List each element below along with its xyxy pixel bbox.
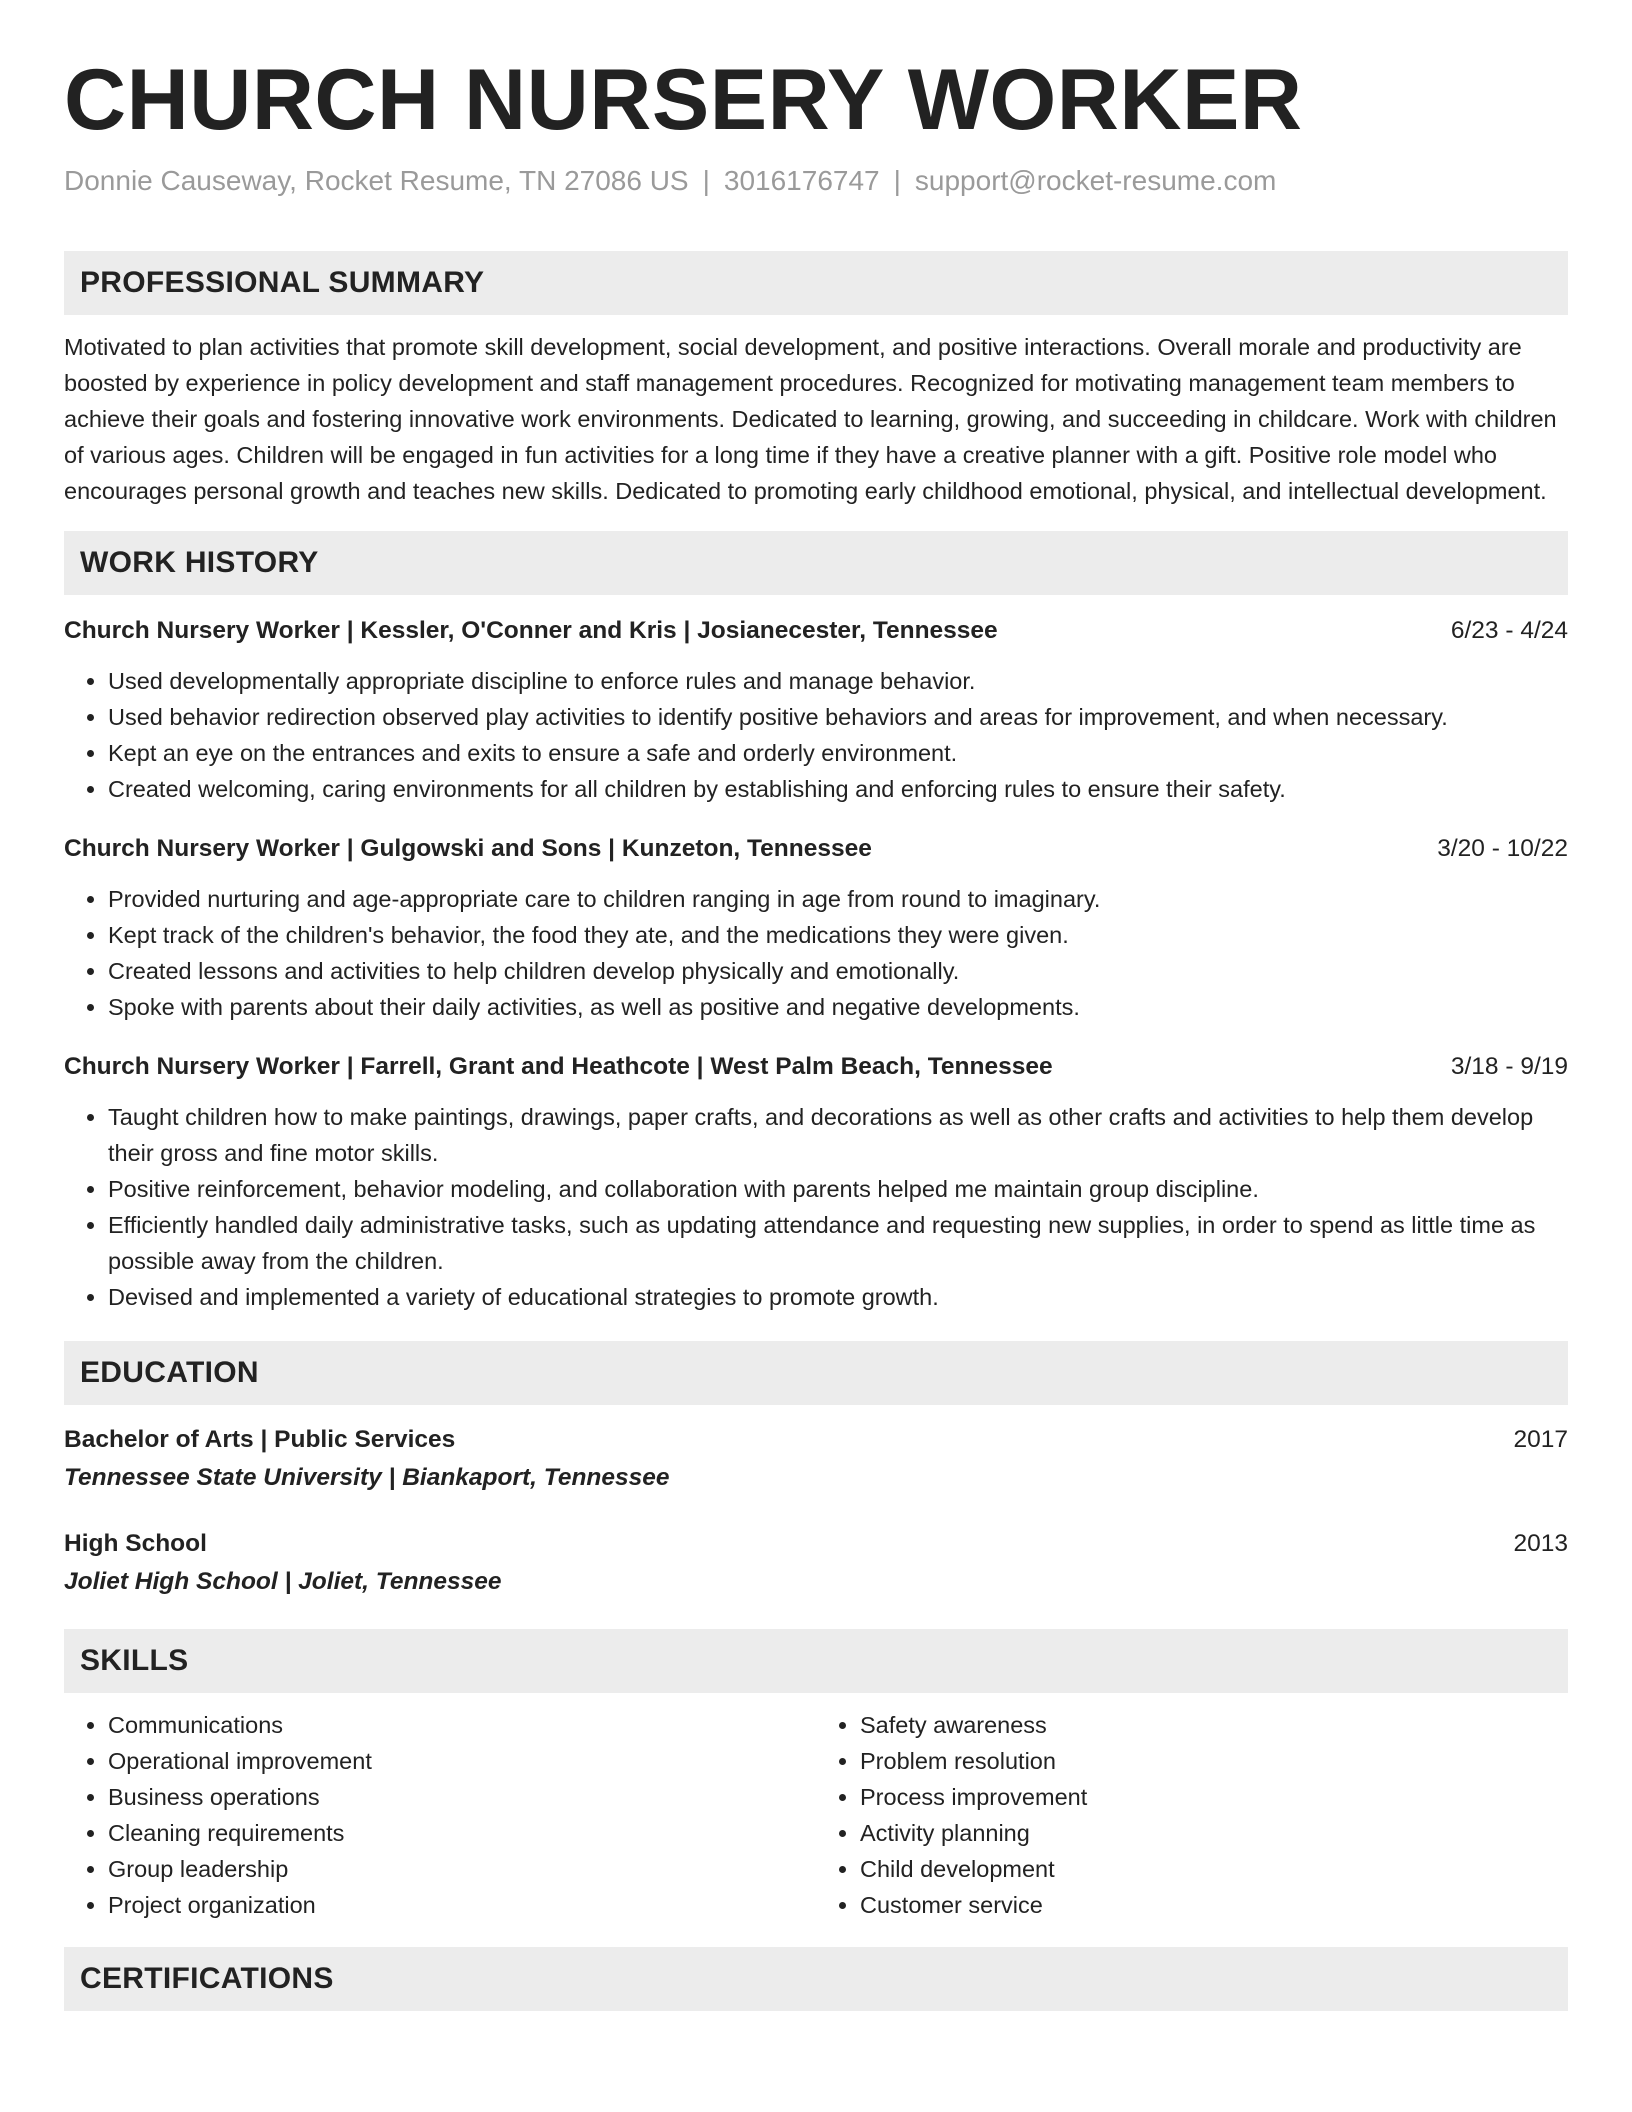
job-bullet: • Created lessons and activities to help children develop physically and emotionally. bbox=[108, 953, 1568, 989]
job-title: Church Nursery Worker | Kessler, O'Conner and Kris | Josianecester, Tennessee bbox=[64, 617, 998, 645]
job-bullet: • Spoke with parents about their daily activities, as well as positive and negative developments. bbox=[108, 989, 1568, 1025]
section-header-certifications: CERTIFICATIONS bbox=[64, 1947, 1568, 2011]
education-header bbox=[64, 1525, 1568, 1563]
job-bullet: • Efficiently handled daily administrative tasks, such as updating attendance and requesting new supplies, in order to spend as little time as possible away from the children. bbox=[108, 1207, 1568, 1279]
job-title: Church Nursery Worker | Farrell, Grant and Heathcote | West Palm Beach, Tennessee bbox=[64, 1053, 1053, 1081]
job-bullet: • Provided nurturing and age-appropriate care to children ranging in age from round to imaginary. bbox=[108, 881, 1568, 917]
section-header-work-history: WORK HISTORY bbox=[64, 531, 1568, 595]
skill-item: • Operational improvement bbox=[108, 1743, 816, 1779]
section-header-skills: SKILLS bbox=[64, 1629, 1568, 1693]
job-header bbox=[64, 613, 1568, 649]
job-entry bbox=[64, 613, 1568, 807]
education-header bbox=[64, 1421, 1568, 1459]
job-bullets bbox=[64, 881, 1568, 1025]
education-school: Tennessee State University | Biankaport, Tennessee bbox=[64, 1464, 670, 1492]
section-header-education: EDUCATION bbox=[64, 1341, 1568, 1405]
contact-email[interactable]: support@rocket-resume.com bbox=[914, 164, 1277, 196]
job-bullet: • Used behavior redirection observed play activities to identify positive behaviors and areas for improvement, and when necessary. bbox=[108, 699, 1568, 735]
contact-phone: 3016176747 bbox=[723, 164, 880, 196]
skill-item: • Customer service bbox=[860, 1887, 1568, 1923]
education-entry bbox=[64, 1525, 1568, 1601]
education-entry bbox=[64, 1421, 1568, 1497]
education-school: Joliet High School | Joliet, Tennessee bbox=[64, 1568, 502, 1596]
education-year: 2013 bbox=[1513, 1530, 1568, 1558]
skill-item: • Project organization bbox=[108, 1887, 816, 1923]
skills-list bbox=[64, 1707, 1568, 1923]
job-bullet: • Kept an eye on the entrances and exits to ensure a safe and orderly environment. bbox=[108, 735, 1568, 771]
contact-line bbox=[64, 163, 1568, 199]
skill-item: • Communications bbox=[108, 1707, 816, 1743]
education-year: 2017 bbox=[1513, 1426, 1568, 1454]
job-bullet: • Kept track of the children's behavior, the food they ate, and the medications they were given. bbox=[108, 917, 1568, 953]
job-entry bbox=[64, 1049, 1568, 1315]
job-bullet: • Used developmentally appropriate discipline to enforce rules and manage behavior. bbox=[108, 663, 1568, 699]
job-bullet: • Created welcoming, caring environments for all children by establishing and enforcing rules to ensure their safety. bbox=[108, 771, 1568, 807]
skill-item: • Activity planning bbox=[860, 1815, 1568, 1851]
job-dates: 6/23 - 4/24 bbox=[1450, 617, 1568, 645]
job-bullets bbox=[64, 663, 1568, 807]
education-degree: Bachelor of Arts | Public Services bbox=[64, 1426, 456, 1454]
contact-address: Donnie Causeway, Rocket Resume, TN 27086 US bbox=[64, 164, 689, 196]
job-bullet: • Taught children how to make paintings, drawings, paper crafts, and decorations as well as other crafts and activities to help them develop their gross and fine motor skills. bbox=[108, 1099, 1568, 1171]
contact-separator: | bbox=[702, 164, 710, 196]
job-bullets bbox=[64, 1099, 1568, 1315]
skills-column-right bbox=[816, 1707, 1568, 1923]
skill-item: • Child development bbox=[860, 1851, 1568, 1887]
skills-column-left bbox=[64, 1707, 816, 1923]
job-dates: 3/20 - 10/22 bbox=[1437, 835, 1568, 863]
job-header bbox=[64, 1049, 1568, 1085]
skill-item: • Cleaning requirements bbox=[108, 1815, 816, 1851]
job-dates: 3/18 - 9/19 bbox=[1450, 1053, 1568, 1081]
job-bullet: • Positive reinforcement, behavior modeling, and collaboration with parents helped me maintain group discipline. bbox=[108, 1171, 1568, 1207]
skill-item: • Business operations bbox=[108, 1779, 816, 1815]
skill-item: • Problem resolution bbox=[860, 1743, 1568, 1779]
skill-item: • Process improvement bbox=[860, 1779, 1568, 1815]
resume-title: CHURCH NURSERY WORKER bbox=[64, 52, 1303, 148]
job-header bbox=[64, 831, 1568, 867]
job-title: Church Nursery Worker | Gulgowski and Sons | Kunzeton, Tennessee bbox=[64, 835, 872, 863]
section-header-summary: PROFESSIONAL SUMMARY bbox=[64, 251, 1568, 315]
summary-text: Motivated to plan activities that promote skill development, social development, and positive interactions. Overall morale and productivity are boosted by experience in policy development and staff management procedures. Recognized for motivating management team members to achieve their goals and fostering innovative work environments. Dedicated to learning, growing, and succeeding in childcare. Work with children of various ages. Children will be engaged in fun activities for a long time if they have a creative planner with a gift. Positive role model who encourages personal growth and teaches new skills. Dedicated to promoting early childhood emotional, physical, and intellectual development. bbox=[64, 334, 1557, 505]
skill-item: • Group leadership bbox=[108, 1851, 816, 1887]
skill-item: • Safety awareness bbox=[860, 1707, 1568, 1743]
education-degree: High School bbox=[64, 1530, 207, 1558]
contact-separator: | bbox=[893, 164, 901, 196]
job-entry bbox=[64, 831, 1568, 1025]
job-bullet: • Devised and implemented a variety of educational strategies to promote growth. bbox=[108, 1279, 1568, 1315]
